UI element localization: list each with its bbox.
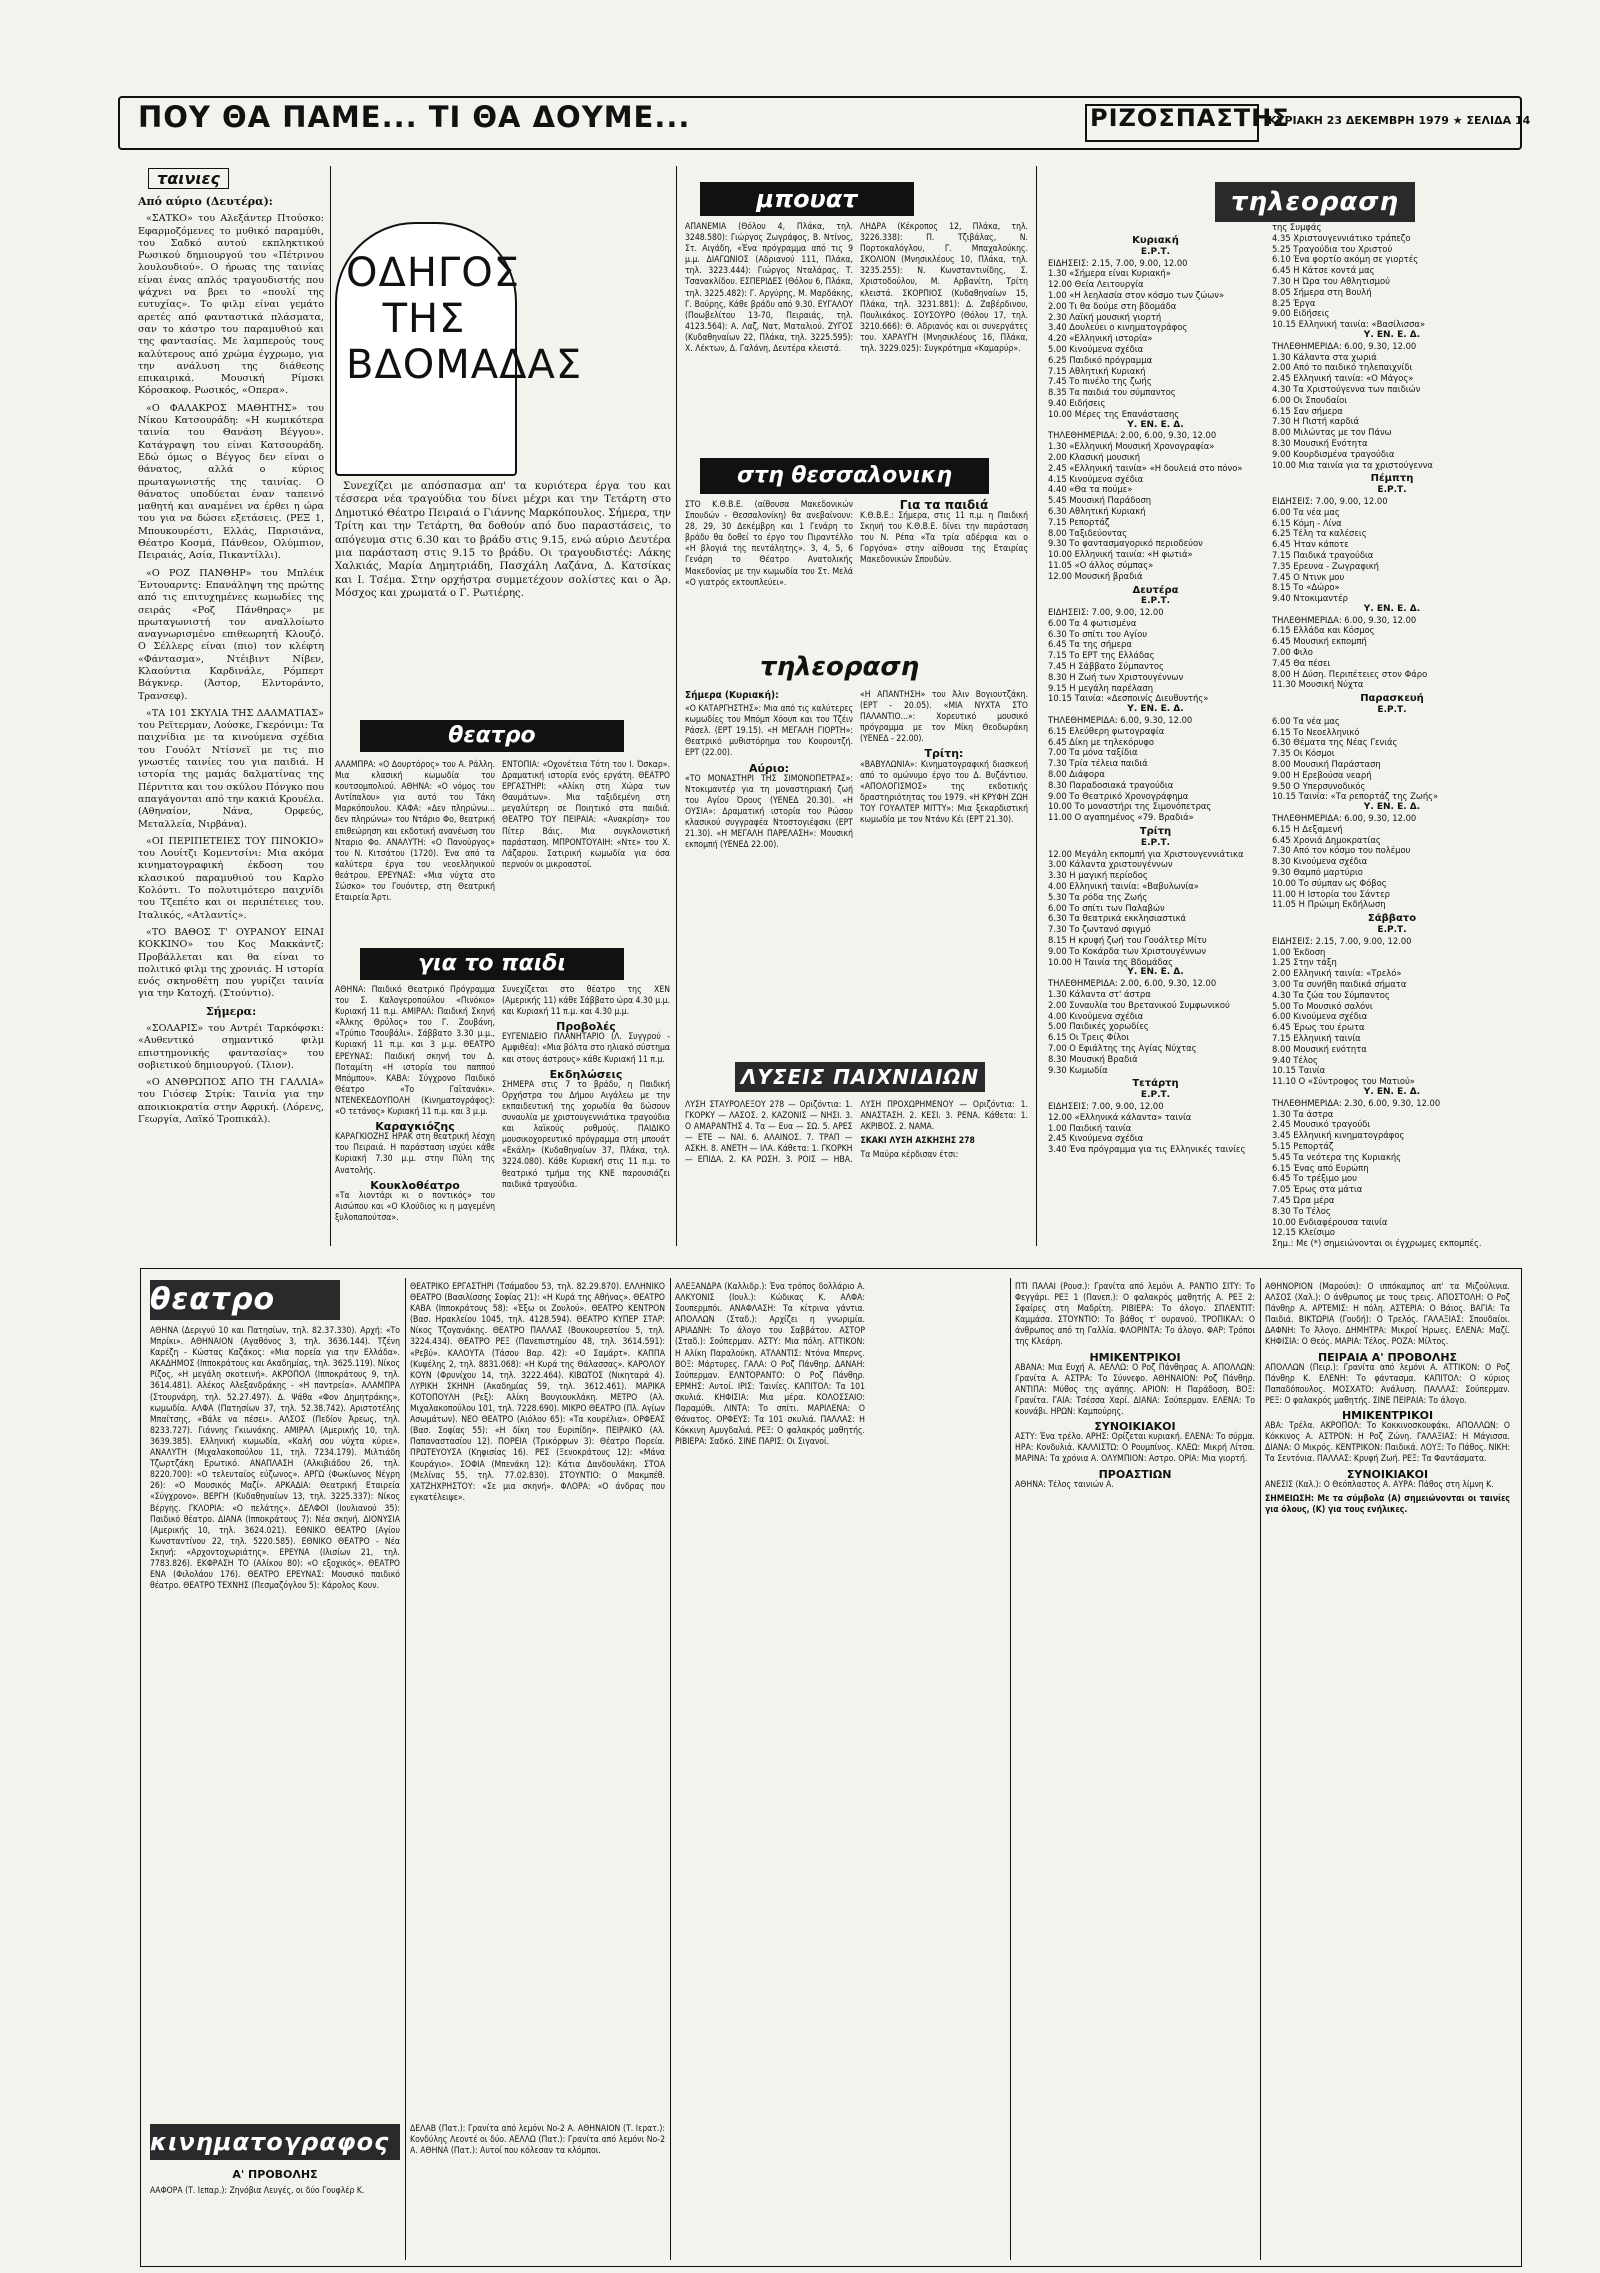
cinema-col3-text: ΑΛΕΞΑΝΔΡΑ (Καλλιδρ.): Ένα τρόπος δολλάριο Α. ΑΛΚΥΟΝΙΣ (Ιουλ.): Κώδικας Κ. ΑΛΦΑ: Σουπερμπόι. ΑΝΑΦΛΑΣΗ: Τα κίτρινα γάντια. ΑΠΟΛΛΩΝ (Σταδ.): Αρχίζει η γνωριμία. ΑΡΙΑΔΝΗ: Το άλογο του Σαββάτου. ΑΣΤΟΡ (Σταδ.): Σούπερμαν. ΑΣΤΥ: Μια πόλη. ΑΤΤΙΚΟΝ: Η Αλίκη Παραλούκη. ΑΤΛΑΝΤΙΣ: Ντόνα Μπερνς. ΒΟΞ: Μάρτυρες. ΓΑΛΑ: Ο Ροζ Πάνθηρ. ΔΑΝΑΗ: Σούπερμαν. ΕΛΝΤΟΡΑΝΤΟ: Ο Ροζ Πάνθηρ. ΕΡΜΗΣ: Αυτοί. ΙΡΙΣ: Ταινίες. ΚΑΠΙΤΟΛ: Τα 101 σκυλιά. ΚΗΦΙΣΙΑ: Μια μέρα. ΚΟΛΟΣΣΑΙΟ: Παραμύθι. ΛΙΝΤΑ: Το σπίτι. ΜΑΡΙΛΕΝΑ: Ο Θάνατος. ΟΡΦΕΥΣ: Τα 101 σκυλιά. ΠΑΛΛΑΣ: Η Κόκκινη Αμυγδαλιά. ΡΕΞ: Ο φαλακρός μαθητής. ΡΙΒΙΕΡΑ: Σαδκό. ΣΙΝΕ ΠΑΡΙΣ: Οι Σιγανοί.	[675, 1282, 865, 1448]
tv-listing-line: 2.45 Μουσικό τραγούδι	[1272, 1119, 1371, 1130]
tv-listing-line: 10.15 Ελληνική ταινία: «Βασίλισσα»	[1272, 319, 1426, 330]
guide-intro-text: Συνεχίζει με απόσπασμα απ' τα κυριότερα έργα του και τέσσερα νέα τραγούδια του δίνει μέχρι και την Τετάρτη στο Δημοτικό Θέατρο Πειραιά ο Γιάννης Μαρκόπουλος. Σήμερα, την Τρίτη και την Τετάρτη, θα δοθούν από δυο παραστάσεις, το απόγευμα στις 6.30 και το βράδυ στις 9.15, ενώ αύριο Δευτέρα μια παράσταση στις 9.15 το βράδυ. Οι τραγουδιστές: Λάκης Χαλκιάς, Μαρία Δημητριάδη, Πασχάλη Λαζάνα, Δ. Κατσίκας και Ι. Τσέμα. Στην ορχήστρα συμμετέχουν σολίστες και ο Άρ. Μόσχος και χρωματά ο Γ. Ρωτιέρης.	[335, 481, 671, 600]
tv-small-col1-text: «Ο ΚΑΤΑΡΓΗΣΤΗΣ»: Μια από τις καλύτερες κωμωδίες του Μπόμπ Χόουπ και του Τζέιν Ράσελ. (ΕΡΤ 19.15). «Η ΜΕΓΑΛΗ ΓΙΟΡΤΗ»: Θεατρικό μυθιστόρημα του Κουρουτζή. ΕΡΤ (22.00).	[685, 704, 853, 759]
cinema-legend-note: ΣΗΜΕΙΩΣΗ: Με τα σύμβολα (Α) σημειώνονται οι ταινίες για όλους, (Κ) για τους ενήλικες.	[1265, 1493, 1510, 1515]
tv-listing-line: 3.30 Η μαγική περίοδος	[1048, 870, 1148, 881]
thessaloniki-col2-text: Κ.Θ.Β.Ε.: Σήμερα, στις 11 π.μ. η Παιδική Σκηνή του Κ.Θ.Β.Ε. δίνει την παράσταση του Ν. Ρέπα «Τα τρία αδέρφια και ο Γοργόνα» στην αίθουσα της Εταιρίας Μακεδονικών Σπουδών.	[860, 511, 1028, 566]
tv-listing-line: 6.15 Κόμη - Λίνα	[1272, 517, 1342, 528]
tv-listing-line: 11.30 Μουσική Νύχτα	[1272, 679, 1364, 690]
tv-listing-line: 6.45 Τα της σήμερα	[1048, 639, 1132, 650]
tv-listing-line: 8.05 Σήμερα στη Βουλή	[1272, 286, 1372, 297]
tv-listing-line: 8.35 Τα παιδιά του σύμπαντος	[1048, 387, 1176, 398]
thessaloniki-col-2	[860, 500, 1028, 640]
section-title: ΠΟΥ ΘΑ ΠΑΜΕ... ΤΙ ΘΑ ΔΟΥΜΕ...	[138, 100, 691, 134]
tv-listing-line: 6.00 Το σπίτι των Παλαβών	[1048, 902, 1165, 913]
tv-listing-line: 3.00 Τα συνήθη παιδικά σήματα	[1272, 978, 1407, 989]
tv-listing-line: 12.00 Μεγάλη εκπομπή για Χριστουγεννιάτικα	[1048, 848, 1244, 859]
kids-col1-text: ΑΘΗΝΑ: Παιδικό Θεατρικό Πρόγραμμα του Σ. Καλογεροπούλου «Πινόκιο» Κυριακή 11 π.μ. ΑΜΙΡΑΛ: Παιδική Σκηνή «Άλκης Θρύλος» του Γ. Ζουβάνη, «Τρύπιο Τσουβάλι». Σάββατο 3.30 μ.μ., Κυριακή 11 π.μ. και 3 μ.μ. ΘΕΑΤΡΟ ΕΡΕΥΝΑΣ: Παιδική σκηνή του Δ. Ποταμίτη «Η ιστορία του παππού Μπόμπου». ΚΑΒΑ: Σύγχρονο Παιδικό Θέατρο «Το Γαϊτανάκι». ΝΤΕΝΕΚΕΔΟΥΠΟΛΗ (Κινηματογράφος): «Ο τετάνος» Κυριακή 11 π.μ. και 3 μ.μ.	[335, 985, 495, 1118]
tv-listing-line: 11.00 Η Ιστορία του Σάντερ	[1272, 888, 1390, 899]
tv-listing-line: της Συμφάς	[1272, 222, 1322, 232]
tv-listing-line: 1.30 Κάλαντα στ' άστρα	[1048, 988, 1151, 999]
tv-listing-line: 5.00 Κινούμενα σχέδια	[1048, 343, 1144, 354]
tv-listing-line: 3.40 Δουλεύει ο κινηματογράφος	[1048, 322, 1188, 333]
tv-listing-line: 10.00 Το σύμπαν ως Φόβος	[1272, 877, 1387, 888]
film-item: «ΟΙ ΠΕΡΙΠΕΤΕΙΕΣ ΤΟΥ ΠΙΝΟΚΙΟ» του Λουίτζι Κομεντσίνι: Μια ακόμα κινηματογραφική έκδοση του κλασικού παραμυθιού του Καρλο Κολόντι. Το πολυτιμότερο παιχνίδι του Τζεπέτο και οι περιπέτειες του. Ιταλικός, «Ατλαντίς».	[138, 835, 324, 921]
tv-listing-line: 3.40 Ένα πρόγραμμα για τις Ελληνικές ταινίες	[1048, 1144, 1246, 1155]
films-heading: ταινιες	[148, 168, 229, 189]
theatre-banner: θεατρο	[360, 720, 624, 752]
tv-listing-line: 9.00 Το Θεατρικό Χρονογράφημα	[1048, 790, 1189, 801]
tv-listing-line: 7.45 Θα πέσει	[1272, 657, 1331, 668]
tv-channel-heading: Ε.Ρ.Τ.	[1140, 596, 1171, 607]
tv-listing-line: 4.30 Τα Χριστούγεννα των παιδιών	[1272, 383, 1421, 394]
guide-title-line3: ΒΔΟΜΑΔΑΣ	[346, 342, 583, 388]
column-rule	[1036, 166, 1037, 1246]
tv-listing-line: ΤΗΛΕΘΗΜΕΡΙΔΑ: 2.30, 6.00, 9.30, 12.00	[1272, 1097, 1441, 1108]
bouat-col-2	[860, 222, 1028, 448]
tv-listing-line: ΕΙΔΗΣΕΙΣ: 7.00, 9.00, 12.00	[1048, 1100, 1164, 1111]
tv-listing-line: 11.10 Ο «Σύντροφος του Ματιού»	[1272, 1076, 1415, 1087]
tv-listing-line: 5.45 Τα νεότερα της Κυριακής	[1272, 1151, 1402, 1162]
tv-listing-line: 2.00 Κλασική μουσική	[1048, 451, 1141, 462]
tv-listing-line: 11.05 «Ο άλλος σύμπας»	[1048, 559, 1154, 570]
tv-listing-line: 9.00 Η Ερεβούσα νεαρή	[1272, 769, 1372, 780]
tv-listing-line: 1.30 Τα άστρα	[1272, 1108, 1334, 1119]
kids-col2c-text: ΣΗΜΕΡΑ στις 7 το βράδυ, η Παιδική Ορχήστρα του Δήμου Αιγάλεω με την εκπαιδευτική της χορωδία θα δώσουν συναυλία με χριστουγεννιάτικα τραγούδια και λαϊκούς ρυθμούς. ΠΑΙΔΙΚΟ μουσικοχορευτικό πρόγραμμα στη μπουάτ «Εκάλη» (Κυδαθηναίων 37, Πλάκα, τηλ. 3224.080). Κάθε Κυριακή στις 11 π.μ. το θεατρικό τμήμα της ΚΝΕ παρουσιάζει παιδικά τραγούδια.	[502, 1079, 670, 1190]
tv-listing-line: ΤΗΛΕΘΗΜΕΡΙΔΑ: 2.00, 6.00, 9.30, 12.00	[1048, 978, 1217, 989]
tv-listing-line: 2.45 Κινούμενα σχέδια	[1048, 1133, 1144, 1144]
tv-channel-heading: Υ. ΕΝ. Ε. Δ.	[1363, 603, 1421, 614]
tv-listing-line: 4.15 Κινούμενα σχέδια	[1048, 473, 1144, 484]
tv-listing-line: 6.15 Η Δεξαμενή	[1272, 823, 1343, 834]
film-item: «Ο ΡΟΖ ΠΑΝΘΗΡ» του Μπλέικ Έντουαρντς: Επανάληψη της πρώτης από τις επιτυχημένες κωμωδίες της σειράς «Ροζ Πάνθηρας» με πρωταγωνιστή τον αναλλοίωτο αναγνωρισμένο επιθεωρητή Κλουζό. Ο Σέλλερς είναι (πιο) τον κλέφτη «Φάντασμα», Ντέιβιντ Νίβεν, Κλαούντια Καρδινάλε, Ρόμπερτ Βάγκνερ. (Άστορ, Ελντοράντο, Τρανσεφ).	[138, 567, 324, 702]
tv-listing-line: 6.45 Δίκη με τηλεκόρυφο	[1048, 736, 1155, 747]
tv-listing-line: 6.25 Παιδικό πρόγραμμα	[1048, 354, 1153, 365]
theatre-col-2	[502, 760, 670, 940]
tv-listing-line: 7.00 Ο Εφιάλτης της Αγίας Νύχτας	[1048, 1042, 1197, 1053]
kids-col2-text: Συνεχίζεται στο θέατρο της ΧΕΝ (Αμερικής 11) κάθε Σάββατο ώρα 4.30 μ.μ. και Κυριακή 11 π.μ. και 4.30 μ.μ.	[502, 985, 670, 1018]
films-column	[138, 196, 324, 1242]
kids-col-1	[335, 985, 495, 1247]
games-banner: ΛΥΣΕΙΣ ΠΑΙΧΝΙΔΙΩΝ	[735, 1062, 985, 1092]
tv-small-col1b-text: «ΤΟ ΜΟΝΑΣΤΗΡΙ ΤΗΣ ΣΙΜΟΝΟΠΕΤΡΑΣ»: Ντοκιμαντέρ για τη μοναστηριακή ζωή του Αγίου Όρους (ΥΕΝΕΔ 20.30). «Η ΟΥΣΙΑ»: Δραματική ιστορία του Ρώσου κλασικού συγγραφέα Ντοστογιέφσκι (ΕΡΤ 21.30). «Η ΜΕΓΑΛΗ ΠΑΡΕΛΑΣΗ»: Μουσική εκπομπή (ΥΕΝΕΔ 22.00).	[685, 773, 853, 851]
paper-logo: ΡΙΖΟΣΠΑΣΤΗΣ	[1090, 104, 1290, 132]
tv-listing-line: 2.45 Ελληνική ταινία: «Ο Μάγος»	[1272, 373, 1414, 384]
theatre-col1-text: ΑΛΑΜΠΡΑ: «Ο Δουρτόρος» του Α. Ράλλη. Μια κλασική κωμωδία του κουτσομπολιού. ΑΘΗΝΑ: «Ο νόμος του Αντίπαλου» για αυτό του Τάκη Μαρκόπουλου. ΚΑΦΑ: «Δεν πληρώνω... δεν πληρώνω» του Ντάριο Φο, θεατρική επιθεώρηση και εκδοτική ανανέωση του Νταριο Φο. ΑΝΑΛΥΤΗ: «Ο Πανούργος» του Ν. Κιτσάτου (1720). Ένα από τα καλύτερα έργα του νεοελληνικού θεάτρου. ΕΡΕΥΝΑΣ: «Μια νύχτα στο Σώσκο» του Γουόντερ, στη Θεατρική Εταιρεία Άρτι.	[335, 760, 495, 904]
tv-listing-line: 8.00 Η Δύση. Περιπέτειες στον Φάρο	[1272, 668, 1428, 679]
tv-channel-heading: Ε.Ρ.Τ.	[1140, 837, 1171, 848]
tv-channel-heading: Υ. ΕΝ. Ε. Δ.	[1363, 802, 1421, 813]
tv-listing-line: 3.45 Ελληνική κινηματογράφος	[1272, 1130, 1405, 1141]
tv-small-today: Σήμερα (Κυριακή):	[685, 690, 779, 701]
tv-listing-line: 7.05 Έρως στα μάτια	[1272, 1184, 1363, 1195]
tv-listing-line: ΤΗΛΕΘΗΜΕΡΙΔΑ: 6.00, 9.30, 12.00	[1048, 715, 1193, 726]
tv-listing-line: 10.00 Μέρες της Επανάστασης	[1048, 408, 1180, 419]
tv-listing-line: 7.35 Ερευνα - Ζωγραφική	[1272, 560, 1379, 571]
cinema-first-run: Α' ΠΡΟΒΟΛΗΣ	[232, 2168, 318, 2181]
tv-listing-line: 8.00 Μουσική ενότητα	[1272, 1043, 1367, 1054]
tv-listing-line: 5.45 Μουσική Παράδοση	[1048, 495, 1152, 506]
tv-day-heading: Τρίτη	[1139, 826, 1172, 838]
tv-listing-line: 10.00 Μια ταινία για τα χριστούγεννα	[1272, 459, 1433, 470]
tv-listing-line: 4.30 Τα ζώα του Σύμπαντος	[1272, 989, 1390, 1000]
cinema-col5d-text: ΑΝΕΣΙΣ (Καλ.): Ο Θεόπλαστος Α. ΑΥΡΑ: Πάθος στη λίμνη Κ.	[1265, 1479, 1494, 1490]
film-item: «ΣΟΛΑΡΙΣ» του Αντρέι Ταρκόφσκι: «Αυθεντικό σημαντικό φιλμ επιστημονικής φαντασίας» του σοβιετικού δημιουργού. (Ίλιον).	[138, 1023, 324, 1071]
cinema-col4b-text: ΑΒΑΝΑ: Μια Ευχή Α. ΑΕΛΛΩ: Ο Ροζ Πάνθηρας Α. ΑΠΟΛΛΩΝ: Γρανίτα Α. ΑΣΤΡΑ: Το Σύννεφο. ΑΘΗΝΑΙΟΝ: Ροζ Πάνθηρ. ΑΝΤΙΠΑ: Μύθος της αγάπης. ΑΡΙΟΝ: Η Παράδοση. ΒΟΞ: Γρανίτα. ΓΑΙΑ: Τσέσσα Χαρί. ΔΙΑΝΑ: Σούπερμαν. ΕΛΕΝΑ: Το κουνάβι. ΗΡΩΝ: Καμπούρης.	[1015, 1362, 1255, 1418]
tv-listing-line: 11.05 Η Πρώιμη Εκδήλωση	[1272, 899, 1386, 910]
tv-listing-line: 7.15 Ελληνική ταινία	[1272, 1032, 1361, 1043]
thessaloniki-col-1	[685, 500, 853, 640]
tv-listing-line: 7.15 Αθλητική Κυριακή	[1048, 365, 1146, 376]
kids-subhead-screenings: Προβολές	[556, 1020, 616, 1034]
theatre-big-col1-text: ΑΘΗΝΑ (Δεριγνύ 10 και Πατησίων, τηλ. 82.37.330). Αρχή: «Το Μπρίκι». ΑΘΗΝΑΙΟΝ (Αγαθόνος 3, τηλ. 3636.144). Τζένη Καρέζη - Κώστας Καζάκος: «Μια πορεία για την Ελλάδα». ΑΚΑΔΗΜΟΣ (Ιπποκράτους και Ακαδημίας, τηλ. 3625.119). Νίκος Ρίζος, «Η μεγάλη σκοτεινή». ΑΚΡΟΠΟΛ (Ιπποκράτους 9, τηλ. 3614.481). Αλέκος Αλεξανδράκης - «Η παντρεία». ΑΛΑΜΠΡΑ (Στουρνάρη, τηλ. 52.27.497). Δ. Ψάθα «Φον Δημητράκης», κωμωδία. ΑΛΦΑ (Πατησίων 37, τηλ. 52.38.742). Αριστοτέλης Μπαίτσης, «Βάλε να πέσει». ΑΛΣΟΣ (Πεδίον Άρεως, τηλ. 8233.727). Γιάννης Γκιωνάκης. ΑΜΙΡΑΛ (Αμερικής 10, τηλ. 3639.385). Ελληνική κωμωδία, «Καλή σου νύχτα κύριε». ΑΝΑΛΥΤΗ (Μιχαλακοπούλου 11, τηλ. 7234.179). Μιλτιάδη Τζωρτζάκη Ερωτικό. ΑΝΑΠΛΑΣΗ (Αλκιβιάδου 26, τηλ. 8220.700): «Ο τελευταίος εύζωνος». ΑΡΓΩ (Φωκίωνος Νέγρη 26): «Ο Μουσικός Μαζί». ΑΡΚΑΔΙΑ: Θεατρική Εταιρεία «Σύγχρονο». ΒΕΡΓΗ (Κυδαθηναίων 13, τηλ. 3225.337): Νίκος Βέργης. ΓΚΛΟΡΙΑ: «Ο πελάτης». ΔΕΛΦΟΙ (Ιουλιανού 35): Παιδικό θέατρο. ΔΙΑΝΑ (Ιπποκράτους 7): Νέα σκηνή. ΔΙΟΝΥΣΙΑ (Αμερικής 10, τηλ. 3624.021). ΕΘΝΙΚΟ ΘΕΑΤΡΟ (Αγίου Κωνσταντίνου 22, τηλ. 5220.585). ΕΘΝΙΚΟ ΘΕΑΤΡΟ - Νέα Σκηνή: «Αρχοντοχωριάτης». ΕΡΕΥΝΑ (Ιλισίων 21, τηλ. 7783.826). ΕΚΦΡΑΣΗ ΤΟ (Αλίκου 80): «Ο εξοχικός». ΘΕΑΤΡΟ ΕΝΑ (Φιλολάου 176). ΘΕΑΤΡΟ ΕΡΕΥΝΑΣ: Μουσικό παιδικό θέατρο. ΘΕΑΤΡΟ ΤΕΧΝΗΣ (Πεσμαζόγλου 5): Κάρολος Κουν.	[150, 1326, 400, 1592]
tv-listing-line: ΤΗΛΕΘΗΜΕΡΙΔΑ: 6.00, 9.30, 12.00	[1272, 614, 1417, 625]
cinema-sub-neighbourhood: ΣΥΝΟΙΚΙΑΚΟΙ	[1094, 1420, 1176, 1434]
tv-listing-line: ΤΗΛΕΘΗΜΕΡΙΔΑ: 2.00, 6.00, 9.30, 12.00	[1048, 430, 1217, 441]
tv-day-heading: Τετάρτη	[1132, 1078, 1179, 1090]
tv-listing-line: 7.15 Το ΕΡΤ της Ελλάδας	[1048, 650, 1155, 661]
tv-small-tuesday: Τρίτη:	[924, 747, 964, 761]
tv-listing-line: 7.45 Η Σάββατο Σύμπαντος	[1048, 661, 1164, 672]
tv-listing-line: 2.00 Τι θα δούμε στη βδομάδα	[1048, 300, 1177, 311]
tv-listing-line: 7.30 Η Πιστή καρδιά	[1272, 416, 1359, 427]
guide-title-line1: ΟΔΗΓΟΣ	[346, 250, 520, 296]
tv-listing-line: 6.15 Ελλάδα και Κόσμος	[1272, 625, 1375, 636]
tv-listing-line: 4.00 Κινούμενα σχέδια	[1048, 1010, 1144, 1021]
tv-listing-line: 10.00 Ενδιαφέρουσα ταινία	[1272, 1216, 1388, 1227]
column-rule	[670, 1278, 671, 2260]
guide-title-line2: ΤΗΣ	[382, 296, 466, 342]
cinema-col5c-text: ΑΒΑ: Τρέλα. ΑΚΡΟΠΟΛ: Το Κοκκινοσκουφάκι. ΑΠΟΛΛΩΝ: Ο Κόκκινος Α. ΑΣΤΡΟΝ: Η Ροζ Ζώνη. ΓΑΛΑΞΙΑΣ: Η Μάγισσα. ΔΙΑΝΑ: Ο Μικρός. ΚΕΝΤΡΙΚΟΝ: Παιδικά. ΛΟΥΞ: Το Πάθος. ΝΙΚΗ: Τα Σεντόνια. ΠΑΛΛΑΣ: Κρυφή Ζωή. ΡΕΞ: Τα Φαντάσματα.	[1265, 1421, 1510, 1465]
tv-listing-line: 8.00 Μουσική Παράσταση	[1272, 759, 1381, 770]
film-item: «Ο ΑΝΘΡΩΠΟΣ ΑΠΟ ΤΗ ΓΑΛΛΙΑ» του Γιόσεφ Στρίκ: Ταινία για την αποικιοκρατία στην Αφρική. (Λόρενς, Γεωργία, Λαϊκό Τροπικάλ).	[138, 1077, 324, 1126]
tv-listing-line: 7.45 Το πινέλο της ζωής	[1048, 376, 1152, 387]
cinema-col4d-text: ΑΘΗΝΑ: Τέλος ταινιών Α.	[1015, 1479, 1114, 1490]
tv-listing-line: 8.00 Μιλώντας με τον Πάνω	[1272, 427, 1392, 438]
cinema-col-3	[675, 1282, 865, 2252]
tv-listing-line: 9.00 Το Κοκάρδα των Χριστουγέννων	[1048, 945, 1207, 956]
crossword-solutions	[685, 1100, 1028, 1220]
tv-listing-line: ΕΙΔΗΣΕΙΣ: 7.00, 9.00, 12.00	[1272, 495, 1388, 506]
cinema-col1-text: ΑΑΦΟΡΑ (Τ. Ιεπαρ.): Ζηνόβια Λευγές, οι δύο Γουφλέρ Κ.	[150, 2186, 365, 2196]
cinema-col2-text: ΔΕΛΑΒ (Πατ.): Γρανίτα από λεμόνι Νο-2 Α. ΑΘΗΝΑΙΟΝ (Τ. Ιερατ.): Κονδύλης Λεοντέ οι δύο. ΑΕΛΛΩ (Πατ.): Γρανίτα από λεμόνι Νο-2 Α. ΑΘΗΝΑ (Πατ.): Αυτοί που κόλεσαν τα κλόμποι.	[410, 2124, 665, 2157]
tv-listing-line: 7.35 Οι Κόσμοι	[1272, 748, 1335, 759]
column-rule	[330, 166, 331, 1246]
tv-day-heading: Πέμπτη	[1370, 473, 1414, 485]
tv-listing-line: 6.15 Ένας από Ευρώπη	[1272, 1162, 1369, 1173]
kids-col1c-text: «Τα λιοντάρι κι ο ποντικός» του Αισώπου και «Ο Κλούδιος κι η μαγεμένη ξυλοπαπούτσα».	[335, 1190, 495, 1223]
tv-listing-line: 2.00 Από το παιδικό τηλεπαιχνίδι	[1272, 362, 1413, 373]
tv-channel-heading: Ε.Ρ.Τ.	[1377, 485, 1407, 496]
tv-listing-line: 6.45 Έρως του έρωτα	[1272, 1022, 1365, 1033]
theatre-big-col2-text: ΘΕΑΤΡΙΚΟ ΕΡΓΑΣΤΗΡΙ (Τσάμαδου 53, τηλ. 82.29.870). ΕΛΛΗΝΙΚΟ ΘΕΑΤΡΟ (Βασιλίσσης Σοφίας 21): «Η Κυρά της Αθήνας». ΘΕΑΤΡΟ ΚΑΒΑ (Ιπποκράτους 58): «Έξω οι Ζουλού». ΘΕΑΤΡΟ ΚΕΝΤΡΟΝ (Βασ. Ηρακλείου 1045, τηλ. 4128.594). ΘΕΑΤΡΟ ΚΥΠΕΡ ΣΤΑΡ: Νίκος Τζογανάκης. ΘΕΑΤΡΟ ΠΑΛΛΑΣ (Βουκουρεστίου 5, τηλ. 3224.434). ΘΕΑΤΡΟ ΡΕΞ (Πανεπιστημίου 48, τηλ. 3614.591): «Ρεβύ». ΚΑΛΟΥΤΑ (Τάσου Βαρ. 42): «Ο Σαμάρτ». ΚΑΠΠΑ (Κυψέλης 2, τηλ. 8831.068): «Η Κυρά της Θάλασσας». ΚΑΡΟΛΟΥ ΚΟΥΝ (Φρυνίχου 14, τηλ. 3222.464). ΚΙΒΩΤΟΣ (Νικηταρά 4). ΛΥΡΙΚΗ ΣΚΗΝΗ (Ακαδημίας 59, τηλ. 3612.461). ΜΑΡΙΚΑ ΚΟΤΟΠΟΥΛΗ (Ρεξ): Αλίκη Βουγιουκλάκη. ΜΕΤΡΟ (Αλ. Μιχαλακοπούλου 101, τηλ. 7228.690). ΜΙΚΡΟ ΘΕΑΤΡΟ (Πλ. Αγίων Ασωμάτων). ΝΕΟ ΘΕΑΤΡΟ (Αιόλου 65): «Τα κουρέλια». ΟΡΦΕΑΣ (Βασ. Σοφίας 55): «Η δίκη του Ευριπίδη». ΠΕΙΡΑΙΚΟ (Αλ. Παπαναστασίου 12). ΠΟΡΕΙΑ (Τρικόρφων 3): Θέατρο Πορεία. ΠΡΩΤΕΥΟΥΣΑ (Κηφισίας 16). ΡΕΣ (Ξενοκράτους 12): «Μάνα Κουράγιο». ΣΟΦΙΑ (Μπενάκη 12): Κάτια Δανδουλάκη. ΣΤΟΑ (Μελίνας 55, τηλ. 77.02.830). ΣΤΟΥΝΤΙΟ: Ο Μακμπέθ. ΧΑΤΖΗΧΡΗΣΤΟΥ: «Σε μια σκηνή». ΦΛΟΡΑ: «Ο άνδρας που εγκατέλειψε».	[410, 1282, 665, 1503]
tv-listing-line: 5.00 Το Μουσικό σαλόνι	[1272, 1000, 1373, 1011]
tv-listing-line: 4.40 «Θα τα πούμε»	[1048, 484, 1133, 495]
tv-listing-line: 8.00 Διάφορα	[1048, 769, 1105, 780]
tv-listing-line: 6.00 Τα νέα μας	[1272, 715, 1340, 726]
tv-listing-line: 5.15 Ρεπορτάζ	[1272, 1140, 1334, 1151]
tv-listing-line: 9.30 Το φαντασμαγορικό περιοδεύον	[1048, 538, 1203, 549]
kids-col1b-text: ΚΑΡΑΓΚΙΟΖΗΣ ΗΡΑΚ στη θεατρική λέσχη του Πειραιά. Η παράσταση ισχύει κάθε Κυριακή 7.30 μ.μ. στην Πύλη της Ανατολής.	[335, 1132, 495, 1176]
tv-listing-line: 1.00 Παιδική ταινία	[1048, 1122, 1132, 1133]
tv-listing-line: 12.00 Θεία Λειτουργία	[1048, 279, 1144, 290]
tv-listing-line: 9.40 Ειδήσεις	[1048, 397, 1106, 408]
column-rule	[1260, 1278, 1261, 2260]
tv-listing-line: 8.30 Η Ζωή των Χριστουγέννων	[1048, 671, 1184, 682]
cinema-sub-semi-central: ΗΜΙΚΕΝΤΡΙΚΟΙ	[1089, 1350, 1181, 1364]
tv-listing-line: 10.15 Ταινία: «Δεσποινίς Διευθυντής»	[1048, 693, 1209, 704]
tv-listing-line: 1.00 «Η λεηλασία στον κόσμο των ζώων»	[1048, 289, 1225, 300]
tv-small-col2b-text: «ΒΑΒΥΛΩΝΙΑ»: Κινηματογραφική διασκευή από το ομώνυμο έργο του Δ. Βυζάντιου. «ΑΠΟΛΟΓΙΣΜΟΣ» της εκδοτικής δραστηριότητας του 1979. «Η ΚΡΥΦΗ ΖΩΗ ΤΟΥ ΓΟΥΑΛΤΕΡ ΜΙΤΤΥ»: Μια ξεκαρδιστική κωμωδία με τον Ντάνυ Κέι (ΕΡΤ 21.30).	[860, 759, 1028, 826]
tv-listing-line: 5.25 Τραγούδια του Χριστού	[1272, 243, 1393, 254]
tv-listing-line: 7.30 Το ζωντανό σφιγμό	[1048, 924, 1151, 935]
tv-col-2	[1272, 222, 1512, 1249]
chess-title: ΣΚΑΚΙ ΛΥΣΗ ΑΣΚΗΣΗΣ 278	[860, 1136, 975, 1147]
tv-listing-line: 6.45 Μουσική εκπομπή	[1272, 636, 1367, 647]
bouat-col-1	[685, 222, 853, 448]
tv-listing-line: 6.25 Τέλη τα καλέσεις	[1272, 528, 1367, 539]
tv-listing-line: ΤΗΛΕΘΗΜΕΡΙΔΑ: 6.00, 9.30, 12.00	[1272, 340, 1417, 351]
tv-listing-line: 8.30 Το Τέλος	[1272, 1205, 1331, 1216]
column-rule	[405, 1278, 406, 2260]
tv-col-1	[1048, 232, 1263, 1232]
tv-listing-line: 4.20 «Ελληνική ιστορία»	[1048, 333, 1153, 344]
tv-channel-heading: Ε.Ρ.Τ.	[1377, 705, 1407, 716]
theatre-big-banner: θεατρο	[150, 1280, 340, 1320]
tv-listing-line: 9.15 Η μεγάλη παρέλαση	[1048, 682, 1154, 693]
tv-listing-line: 10.00 Το μοναστήρι της Σιμονόπετρας	[1048, 801, 1212, 812]
tv-listing-line: 7.30 Τρία τέλεια παιδιά	[1048, 758, 1148, 769]
tv-channel-heading: Ε.Ρ.Τ.	[1140, 246, 1171, 257]
film-item: «Ο ΦΑΛΑΚΡΟΣ ΜΑΘΗΤΗΣ» του Νίκου Κατσουράδη: «Η κωμικότερα ταινία του Θανάση Βέγγου». Κατάγραψη του είναι Κατσουράδη. Εδώ όμως ο Βέγγος δεν είναι ο θάνατος, αλλά ο κύριος πρωταγωνιστής της ταινίας. Ο θάνατος υποδύεται έναν ταπεινό μαθητή και αναμένει να έρθει η ώρα του για να δώσει εξετάσεις. (ΡΕΞ 1, Μπουκουρέστι, Ελλάς, Παρισιάνα, Θέατρο Κοσμά, Πάνθεον, Ολύμπιον, Πειραιάς, Ασία, Πικαντίλλι).	[138, 402, 324, 562]
tv-listing-line: 6.30 Αθλητική Κυριακή	[1048, 505, 1146, 516]
crossword-text: ΛΥΣΗ ΣΤΑΥΡΟΛΕΞΟΥ 278 — Οριζόντια: 1. ΓΚΟΡΚΥ — ΛΑΣΟΣ. 2. ΚΑΖΟΝΙΣ — ΝΗΣΙ. 3. Ο ΑΜΑΡΑΝΤΗΣ 4. Τα — Ευα — ΣΩ. 5. ΑΡΕΣ — ΕΤΕ — ΝΑΙ. 6. ΑΛΑΙΝΟΣ. 7. ΤΡΑΠ — ΑΣΚΗ. 8. ΑΝΕΤΗ — ΙΛΑ. Κάθετα: 1. ΓΚΟΡΚΗ — ΕΠΙΔΑ. 2. ΚΑ ΡΩΣΗ. 3. ΡΟΙΣ — ΗΒΑ. ΛΥΣΗ ΠΡΟΧΩΡΗΜΕΝΟΥ — Οριζόντια: 1. ΑΝΑΣΤΑΣΗ. 2. ΚΕΣΙ. 3. ΡΕΝΑ. Κάθετα: 1. ΑΚΡΙΒΟΣ. 2. ΝΑΜΑ.	[685, 1100, 1028, 1166]
tv-small-heading: τηλεοραση	[760, 652, 920, 682]
tv-listing-line: 3.00 Κάλαντα χριστουγέννων	[1048, 859, 1173, 870]
tv-listing-line: 8.30 Παραδοσιακά τραγούδια	[1048, 779, 1174, 790]
tv-listing-line: 2.00 Συναυλία του Βρετανικού Συμφωνικού	[1048, 999, 1230, 1010]
tv-listing-line: ΕΙΔΗΣΕΙΣ: 2.15, 7.00, 9.00, 12.00	[1048, 257, 1188, 268]
film-item: «ΣΑΤΚΟ» του Αλεξάντερ Πτούσκο: Εφαρμοζόμενες το μυθικό παραμύθι, του Σαδκό αυτού εκπληκτικού Ρωσικού δημιουργού του «Πέτρινου λουλουδιού». Ο ήρωας της ταινίας είναι ένας απλός τραγουδιστής που ψάχνει να βρει το «πουλί της ευτυχίας». Το φιλμ είναι γεμάτο αρετές από φανταστικά πλάσματα, σαν το κάστρο του παραμυθιού και της φαντασίας. Με λαμπερούς τους καλύτερους από χρώμα έγχρωμο, για την ανάλυση της διάθεσης επικαιρικά. Μουσική Ρίμσκι Κόρσακοφ. Ρωσικός, «Οπερα».	[138, 213, 324, 397]
tv-day-heading: Δευτέρα	[1132, 584, 1179, 596]
tv-listing-line: 10.00 Ελληνική ταινία: «Η φωτιά»	[1048, 549, 1193, 560]
film-item: «ΤΑ 101 ΣΚΥΛΙΑ ΤΗΣ ΔΑΛΜΑΤΙΑΣ» του Ρεϊτερμαν, Λούσκε, Γκερόνιμι: Τα παιχνίδια με τα κινούμενα σχέδια του Γουόλτ Ντίσνεϊ με τις πιο γνωστές ταινίες του για παιδιά. Η ιστορία της μαμάς δαλματίνας της Πέρντιτα και του σκύλου Πόνγκο που απαγάγονται από την κακιά Κρουέλα. (Αθηναίον, Νάνα, Ορφεύς, Μεταλλεία, Νιρβάνα).	[138, 707, 324, 830]
tv-channel-heading: Υ. ΕΝ. Ε. Δ.	[1363, 329, 1421, 340]
tv-channel-heading: Υ. ΕΝ. Ε. Δ.	[1127, 967, 1184, 978]
tv-listing-line: 6.30 Θέματα της Νέας Γενιάς	[1272, 737, 1398, 748]
kids-subhead-karagiozis: Καραγκιόζης	[375, 1120, 455, 1134]
cinema-sub-suburbs: ΠΡΟΑΣΤΙΩΝ	[1098, 1467, 1172, 1481]
kids-banner: για το παιδι	[360, 948, 624, 980]
tv-listing-line: 6.45 Το τρέξιμο μου	[1272, 1173, 1358, 1184]
tv-listing-line: 6.45 Η Κάτσε κοντά μας	[1272, 265, 1375, 276]
cinema-col-4	[1015, 1282, 1255, 2252]
tv-channel-heading: Ε.Ρ.Τ.	[1140, 1090, 1171, 1101]
tv-listing-line: 6.00 Τα νέα μας	[1272, 506, 1340, 517]
tv-listing-line: 12.00 Μουσική βραδιά	[1048, 570, 1143, 581]
tv-listing-line: 4.00 Ελληνική ταινία: «Βαβυλωνία»	[1048, 881, 1199, 892]
tv-listing-line: 7.30 Η Ώρα του Αθλητισμού	[1272, 275, 1390, 286]
cinema-col4-text: ΠΤΙ ΠΑΛΑΙ (Ρουσ.): Γρανίτα από λεμόνι Α. ΡΑΝΤΙΟ ΣΙΤΥ: Το Φεγγάρι. ΡΕΞ 1 (Πανεπ.): Ο φαλακρός μαθητής Α. ΡΕΞ 2: Σφαίρες στη Μαδρίτη. ΡΙΒΙΕΡΑ: Το άλογο. ΣΠΛΕΝΤΙΤ: Καμμάσα. ΣΤΟΥΝΤΙΟ: Το βάθος τ' ουρανού. ΤΡΟΠΙΚΑΛ: Ο άνθρωπος από τη Γαλλία. ΦΛΟΡΙΝΤΑ: Το άλογο. ΦΑΡ: Τρόποι της Κλεάρη.	[1015, 1282, 1255, 1348]
tv-listing-line: 4.35 Χριστουγεννιάτικο τράπεζο	[1272, 232, 1411, 243]
tv-listing-line: 6.15 Ελεύθερη φωτογραφία	[1048, 725, 1165, 736]
tv-listing-line: 10.15 Ταινία: «Τα ρεπορτάζ της Ζωής»	[1272, 791, 1439, 802]
tv-listing-line: 9.40 Ντοκιμαντέρ	[1272, 593, 1348, 604]
cinema-sub-piraeus: ΠΕΙΡΑΙΑ Α' ΠΡΟΒΟΛΗΣ	[1317, 1350, 1458, 1364]
tv-channel-heading: Υ. ΕΝ. Ε. Δ.	[1127, 704, 1184, 715]
tv-small-col-1	[685, 690, 853, 1060]
cinema-col4c-text: ΑΣΤΥ: Ένα τρέλο. ΑΡΗΣ: Ορίζεται κυριακή. ΕΛΕΝΑ: Το σύρμα. ΗΡΑ: Κονδυλιά. ΚΑΛΛΙΣΤΩ: Ο Ρουμπίνος. ΚΛΕΩ: Μικρή Λίτσα. ΜΑΡΙΝΑ: Τα χρόνια Α. ΟΛΥΜΠΙΟΝ: Αστρο. ΟΡΙΑ: Μια γιορτή.	[1015, 1432, 1255, 1465]
chess-text: Τα Μαύρα κέρδισαν έτσι:	[860, 1150, 959, 1161]
tv-listing-line: 1.00 Έκδοση	[1272, 946, 1326, 957]
cinema-col5-text: ΑΘΗΝΟΡΙΟΝ (Μαρούσι): Ο ιππόκαμπος απ' τα Μιζούλινια. ΑΛΣΟΣ (Χαλ.): Ο άνθρωπος με τους τρεις. ΑΠΟΣΤΟΛΗ: Ο Ροζ Πάνθηρ Α. ΑΡΤΕΜΙΣ: Η πόλη. ΑΣΤΕΡΙΑ: Ο Βάιος. ΒΑΓΙΑ: Τα Παιδιά. ΒΙΚΤΩΡΙΑ (Γουδή): Ο Τρελός. ΓΑΛΑΞΙΑΣ: Σπουδαίοι. ΔΑΦΝΗ: Το Άλογο. ΔΗΜΗΤΡΑ: Μικροί Ήρωες. ΕΛΕΝΑ: Μαζί. ΚΗΦΙΣΙΑ: Ο Θεός. ΜΑΡΙΑ: Τέλος. ΡΟΖΑ: Μίλτος.	[1265, 1282, 1510, 1348]
column-rule	[1010, 1278, 1011, 2260]
tv-listing-line: 1.30 Κάλαντα στα χωριά	[1272, 351, 1377, 362]
bouat-banner: μπουατ	[700, 182, 914, 216]
tv-listing-line: 9.50 Ο Υπερσυνοδικός	[1272, 780, 1366, 791]
tv-day-heading: Κυριακή	[1132, 235, 1179, 246]
cinema-banner: κινηματογραφος	[150, 2124, 400, 2160]
tv-listing-line: 2.00 Ελληνική ταινία: «Τρελό»	[1272, 968, 1402, 979]
tv-small-col-2	[860, 690, 1028, 1060]
tv-listing-line: 8.15 Το «Δώρο»	[1272, 582, 1340, 593]
tv-listing-line: 8.25 Έργα	[1272, 297, 1316, 308]
cinema-sub-piraeus-semi: ΗΜΙΚΕΝΤΡΙΚΟΙ	[1341, 1409, 1434, 1423]
date-page: ΚΥΡΙΑΚΗ 23 ΔΕΚΕΜΒΡΗ 1979 ★ ΣΕΛΙΔΑ 14	[1268, 114, 1531, 127]
tv-listing-line: 10.15 Ταινία	[1272, 1065, 1326, 1076]
tv-listing-line: 2.30 Λαϊκή μουσική γιορτή	[1048, 311, 1162, 322]
tv-listing-line: 1.25 Στην τάξη	[1272, 957, 1337, 968]
theatre-big-col-1	[150, 1326, 400, 2116]
tv-listing-line: 7.15 Ρεπορτάζ	[1048, 516, 1110, 527]
kids-col2b-text: ΕΥΓΕΝΙΔΕΙΟ ΠΛΑΝΗΤΑΡΙΟ (Λ. Συγγρού - Αμφιθέα): «Μια βόλτα στο ηλιακό σύστημα και στους άστρους» κάθε Κυριακή 11 π.μ.	[502, 1032, 670, 1065]
tv-listing-line: 9.40 Τέλος	[1272, 1054, 1318, 1065]
thessaloniki-kids-subhead: Για τα παιδιά	[899, 498, 989, 512]
tv-listing-line: 6.00 Οι Σπουδαίοι	[1272, 394, 1348, 405]
tv-listing-line: 7.45 Ο Ντινκ μου	[1272, 571, 1345, 582]
tv-listing-line: 1.30 «Ελληνική Μουσική Χρονογραφία»	[1048, 441, 1215, 452]
tv-listing-line: 7.00 Τα μόνα ταξίδια	[1048, 747, 1138, 758]
tv-listing-line: 12.00 «Ελληνικά κάλαντα» ταινία	[1048, 1111, 1192, 1122]
tv-listing-line: 8.30 Μουσική Ενότητα	[1272, 437, 1368, 448]
tv-listing-line: 9.00 Ειδήσεις	[1272, 308, 1330, 319]
cinema-col-5	[1265, 1282, 1510, 2252]
kids-subhead-puppet: Κουκλοθέατρο	[370, 1178, 460, 1192]
tv-day-heading: Σάββατο	[1367, 913, 1417, 925]
tv-listing-line: ΤΗΛΕΘΗΜΕΡΙΔΑ: 6.00, 9.30, 12.00	[1272, 813, 1417, 824]
tv-listing-line: 8.30 Μουσική Βραδιά	[1048, 1053, 1138, 1064]
tv-listing-line: 6.00 Τα 4 φωτισμένα	[1048, 617, 1137, 628]
tv-small-tomorrow: Αύριο:	[748, 761, 790, 775]
tv-listing-line: ΕΙΔΗΣΕΙΣ: 2.15, 7.00, 9.00, 12.00	[1272, 935, 1412, 946]
bouat-col2-text: ΛΗΔΡΑ (Κέκροπος 12, Πλάκα, τηλ. 3226.338): Π. Τζιβάλας, Ν. Πορτοκαλόγλου, Γ. Μπαχαλούκης. ΣΚΟΛΙΟΝ (Μνησικλέους 10, Πλάκα, τηλ. 3235.255): Ν. Κωνσταντινίδης, Σ. Χριστοδούλου, Μ. Αρβανίτη, Τρίτη κλειστά. ΣΚΟΡΠΙΟΣ (Κυδαθηναίων 15, Πλάκα, τηλ. 3231.881): Δ. Ζαβέρδινου, Πουλικάκος. ΣΟΥΣΟΥΡΟ (Θόλου 17, τηλ. 3210.666): Θ. Αδριανός και οι συνεργάτες του. ΧΑΡΑΥΓΗ (Μνησικλέους 16, Πλάκα, τηλ. 3229.025): Συγκρότημα «Καμαρύρ».	[860, 222, 1028, 355]
tv-listing-line: 6.45 Ήταν κάποτε	[1272, 539, 1349, 550]
tv-listing-line: 9.30 Κωμωδία	[1048, 1064, 1108, 1075]
tv-small-col2-text: «Η ΑΠΑΝΤΗΣΗ» του Άλιν Βογιουτζάκη. (ΕΡΤ - 20.05). «ΜΙΑ ΝΥΧΤΑ ΣΤΟ ΠΑΛΑΝΤΙΟ...»: Χορευτικό μουσικό πρόγραμμα με τον Μίκη Θεοδωράκη (ΥΕΝΕΔ - 22.00).	[860, 690, 1028, 745]
tv-listing-line: 6.00 Κινούμενα σχέδια	[1272, 1011, 1368, 1022]
guide-intro	[335, 480, 671, 606]
thessaloniki-banner: στη θεσσαλονικη	[700, 458, 989, 494]
bouat-col1-text: ΑΠΑΝΕΜΙΑ (Θόλου 4, Πλάκα, τηλ. 3248.580): Γιώργος Ζωγράφος, Β. Ντίνος, Στ. Αιγάδη, «Ένα πρόγραμμα από τις 9 μ.μ. ΔΙΑΓΩΝΙΟΣ (Αδριανού 111, Πλάκα, τηλ. 3223.444): Γιώργος Νταλάρας, Τ. Τσανακλίδου. ΕΣΠΕΡΙΔΕΣ (Θόλου 6, Πλάκα, τηλ. 3225.482): Γ. Αργύρης, Μ. Μαρδάκης, Γ. Βούρης, Κάθε βράδυ από 9.30. ΕΥΓΑΛΟΥ (Ποωβελίτου 13-70, Πειραιάς, τηλ. 4123.564): Α. Λαζ, Νατ, Ματαλιού. ΖΥΓΟΣ (Κυδαθηναίων 22, Πλάκα, τηλ. 3225.595): Χ. Λέκτων, Δ. Γαλάνη, Δευτέρα κλειστά.	[685, 222, 853, 355]
films-today: Σήμερα:	[205, 1004, 257, 1018]
theatre-big-col-2	[410, 1282, 665, 2117]
cinema-col-1	[150, 2186, 400, 2256]
cinema-col-2	[410, 2124, 665, 2256]
tv-channel-heading: Υ. ΕΝ. Ε. Δ.	[1363, 1086, 1421, 1097]
tv-banner: τηλεοραση	[1215, 182, 1415, 222]
tv-listing-line: 11.00 Ο αγαπημένος «79. Βραδιά»	[1048, 812, 1194, 823]
tv-listing-line: 6.15 Οι Τρεις Φίλοι	[1048, 1032, 1130, 1043]
tv-listing-line: ΕΙΔΗΣΕΙΣ: 7.00, 9.00, 12.00	[1048, 607, 1164, 618]
tv-listing-line: 2.45 «Ελληνική ταινία» «Η δουλειά στο πόνο»	[1048, 462, 1243, 473]
tv-day-heading: Παρασκευή	[1360, 693, 1424, 705]
theatre-col-1	[335, 760, 495, 940]
tv-listing-line: 8.15 Η κρυφή ζωή του Γουάλτερ Μίτυ	[1048, 935, 1207, 945]
tv-channel-heading: Ε.Ρ.Τ.	[1377, 925, 1407, 935]
kids-subhead-events: Εκδηλώσεις	[549, 1067, 623, 1081]
tv-listing-line: 6.30 Τα θεατρικά εκκλησιαστικά	[1048, 913, 1187, 924]
tv-listing-line: 1.30 «Σήμερα είναι Κυριακή»	[1048, 268, 1171, 279]
tv-listing-line: 6.15 Σαν σήμερα	[1272, 405, 1343, 416]
tv-listing-line: 6.45 Χρονιά Δημοκρατίας	[1272, 834, 1381, 845]
tv-listing-line: 5.00 Παιδικές χορωδίες	[1048, 1021, 1149, 1032]
theatre-col2-text: ΕΝΤΟΠΙΑ: «Οχονέτεια Τότη του Ι. Όσκαρ». Δραματική ιστορία ενός εργάτη. ΘΕΑΤΡΟ ΕΡΓΑΣΤΗΡΙ: «Αλίκη στη Χώρα των Θαυμάτων». Μια ταξιδεμένη στη μεγαλύτερη σε Ποιητικό στα παιδιά. ΘΕΑΤΡΟ ΤΟΥ ΠΕΙΡΑΙΑ: «Ανακρίση» του Πίτερ Βάις. Μια συγκλονιστική παράσταση. ΜΠΡΟΝΤΟΥΑΙΗ: «Ντε» του Χ. Λάζαρου. Σατιρική κωμωδία για όσα περνούν οι μικροαστοί.	[502, 760, 670, 870]
thessaloniki-col1-text: ΣΤΟ Κ.Θ.Β.Ε. (αίθουσα Μακεδονικών Σπουδών - Θεσσαλονίκη) θα ανεβαίνουν: 28, 29, 30 Δεκέμβρη και 1 Γενάρη το βράδυ θα δοθεί το έργο του Πιραντέλλο «Η βλογιά της πεντάλητης». 3, 4, 5, 6 Γενάρη το Θέατρο Ανατολικής Μακεδονίας με την κωμωδία του Στ. Μελά «Ο γιατρός εκτουπλεύει».	[685, 500, 853, 588]
kids-col-2	[502, 985, 670, 1247]
tv-listing-line: 6.10 Ένα φορτίο ακόμη σε γιορτές	[1272, 254, 1419, 265]
tv-listing-line: 5.30 Τα ρόδα της Ζωής	[1048, 891, 1148, 902]
cinema-sub-piraeus-local: ΣΥΝΟΙΚΙΑΚΟΙ	[1346, 1467, 1429, 1481]
cinema-col5b-text: ΑΠΟΛΛΩΝ (Πειρ.): Γρανίτα από λεμόνι Α. ΑΤΤΙΚΟΝ: Ο Ροζ Πάνθηρ Κ. ΕΛΕΝΗ: Το φάντασμα. ΚΑΠΙΤΟΛ: Ο κύριος Παπαδόπουλος. ΜΟΣΧΑΤΟ: Ανάλυση. ΠΑΛΛΑΣ: Σούπερμαν. ΡΕΞ: Ο φαλακρός μαθητής. ΣΙΝΕ ΠΕΙΡΑΙΑ: Το άλογο.	[1265, 1362, 1510, 1406]
tv-channel-heading: Υ. ΕΝ. Ε. Δ.	[1127, 419, 1184, 430]
tv-listing-line: 12.15 Κλείσιμο	[1272, 1227, 1336, 1238]
column-rule	[676, 166, 677, 1246]
tv-listing-line: 6.15 Το Νεοελληνικό	[1272, 726, 1360, 737]
tv-listing-line: 9.30 Θαμπό μαρτύριο	[1272, 867, 1363, 878]
tv-listing-line: 8.00 Ταξιδεύοντας	[1048, 527, 1128, 538]
guide-title	[346, 250, 583, 388]
tv-listing-line: Σημ.: Με (*) σημειώνονται οι έγχρωμες εκπομπές.	[1272, 1238, 1482, 1249]
films-from-tomorrow: Από αύριο (Δευτέρα):	[138, 195, 273, 208]
film-item: «ΤΟ ΒΑΘΟΣ Τ' ΟΥΡΑΝΟΥ ΕΙΝΑΙ ΚΟΚΚΙΝΟ» του Κος Μακκάντζ: Προβάλλεται και θα είναι το πολιτικό φιλμ της χρονιάς. Η ιστορία ενός σκηνοθέτη που γυρίζει ταινία για την Κατοχή. (Στούντιο).	[138, 926, 324, 1000]
tv-listing-line: 7.45 Ώρα μέρα	[1272, 1194, 1335, 1205]
tv-listing-line: 8.30 Κινούμενα σχέδια	[1272, 856, 1368, 867]
tv-listing-line: 7.30 Από τον κόσμο του πολέμου	[1272, 845, 1411, 856]
tv-listing-line: 10.00 Η Ταινία της Βδομάδας	[1048, 956, 1174, 967]
tv-listing-line: 9.00 Κουρδισμένα τραγούδια	[1272, 448, 1395, 459]
tv-listing-line: 7.15 Παιδικά τραγούδια	[1272, 549, 1374, 560]
tv-listing-line: 6.30 Το σπίτι του Αγίου	[1048, 628, 1148, 639]
tv-listing-line: 7.00 Φιλο	[1272, 647, 1313, 658]
